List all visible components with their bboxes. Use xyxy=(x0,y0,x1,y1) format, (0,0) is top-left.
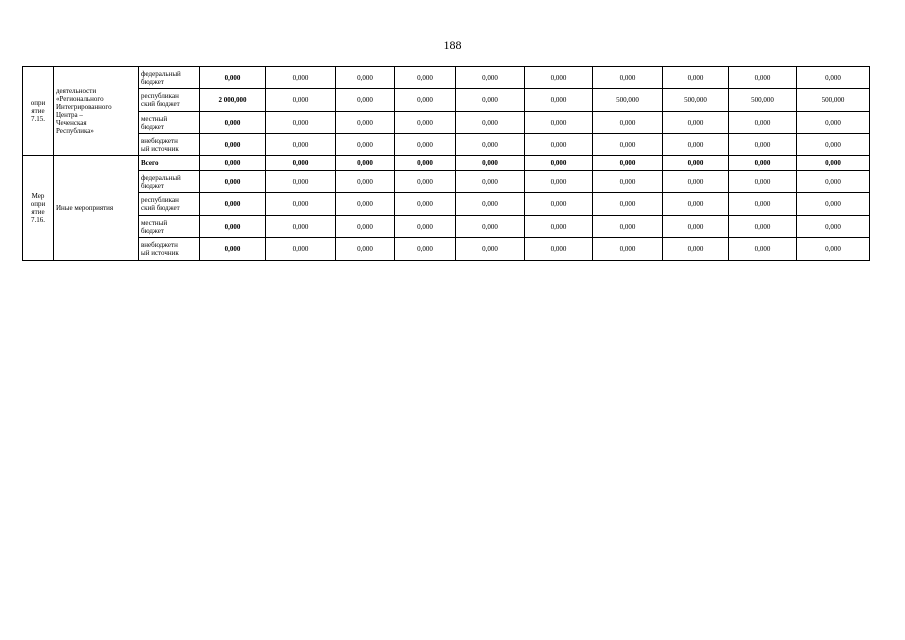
table-row xyxy=(23,216,870,238)
value-cell: 0,000 xyxy=(729,112,797,134)
value-cell: 0,000 xyxy=(336,156,395,171)
value-cell: 500,000 xyxy=(729,89,797,112)
source-cell xyxy=(139,134,200,156)
value-cell: 0,000 xyxy=(395,89,456,112)
table-row xyxy=(23,89,870,112)
value-cell: 0,000 xyxy=(729,156,797,171)
value-cell: 0,000 xyxy=(456,238,525,261)
budget-table xyxy=(22,66,870,261)
value-cell: 0,000 xyxy=(663,156,729,171)
value-cell: 0,000 xyxy=(395,238,456,261)
source-cell xyxy=(139,89,200,112)
value-cell: 0,000 xyxy=(663,134,729,156)
value-cell: 0,000 xyxy=(593,171,663,193)
value-cell: 0,000 xyxy=(456,216,525,238)
total-cell: 0,000 xyxy=(200,156,266,171)
source-cell xyxy=(139,112,200,134)
page-number: 188 xyxy=(443,38,462,52)
value-cell: 0,000 xyxy=(797,171,870,193)
source-cell xyxy=(139,156,200,171)
value-cell: 0,000 xyxy=(663,171,729,193)
value-cell: 0,000 xyxy=(525,112,593,134)
total-cell: 2 000,000 xyxy=(200,89,266,112)
source-cell xyxy=(139,193,200,216)
value-cell: 0,000 xyxy=(593,112,663,134)
value-cell: 0,000 xyxy=(593,193,663,216)
value-cell: 0,000 xyxy=(797,156,870,171)
activity-id-cell xyxy=(23,67,54,156)
value-cell: 0,000 xyxy=(456,193,525,216)
value-cell: 0,000 xyxy=(797,67,870,89)
value-cell: 0,000 xyxy=(593,134,663,156)
value-cell: 0,000 xyxy=(525,156,593,171)
value-cell: 0,000 xyxy=(729,193,797,216)
value-cell: 0,000 xyxy=(593,216,663,238)
value-cell: 500,000 xyxy=(663,89,729,112)
activity-name-cell xyxy=(54,156,139,261)
source-cell xyxy=(139,238,200,261)
value-cell: 0,000 xyxy=(593,238,663,261)
value-cell: 0,000 xyxy=(395,134,456,156)
source-cell xyxy=(139,67,200,89)
value-cell: 0,000 xyxy=(266,112,336,134)
activity-name: деятельности «Регионального Интегрированного Центра – Чеченская Республика» xyxy=(56,87,112,135)
value-cell: 0,000 xyxy=(729,171,797,193)
value-cell: 0,000 xyxy=(395,193,456,216)
value-cell: 0,000 xyxy=(336,216,395,238)
total-cell: 0,000 xyxy=(200,216,266,238)
value-cell: 0,000 xyxy=(729,238,797,261)
source-label: федеральный бюджет xyxy=(141,69,181,86)
value-cell: 0,000 xyxy=(395,112,456,134)
activity-name-cell xyxy=(54,67,139,156)
value-cell: 0,000 xyxy=(395,67,456,89)
table-row xyxy=(23,156,870,171)
source-label: местный бюджет xyxy=(141,114,168,131)
value-cell: 0,000 xyxy=(395,156,456,171)
value-cell: 0,000 xyxy=(266,193,336,216)
value-cell: 0,000 xyxy=(525,134,593,156)
value-cell: 0,000 xyxy=(336,134,395,156)
value-cell: 0,000 xyxy=(266,89,336,112)
value-cell: 0,000 xyxy=(797,216,870,238)
value-cell: 0,000 xyxy=(336,193,395,216)
value-cell: 0,000 xyxy=(456,112,525,134)
activity-id-cell xyxy=(23,156,54,261)
value-cell: 0,000 xyxy=(336,89,395,112)
value-cell: 500,000 xyxy=(797,89,870,112)
value-cell: 0,000 xyxy=(663,216,729,238)
value-cell: 0,000 xyxy=(456,171,525,193)
value-cell: 0,000 xyxy=(336,112,395,134)
value-cell: 0,000 xyxy=(266,216,336,238)
value-cell: 0,000 xyxy=(456,156,525,171)
source-label: республикан ский бюджет xyxy=(141,92,180,108)
total-cell: 0,000 xyxy=(200,238,266,261)
value-cell: 0,000 xyxy=(336,67,395,89)
value-cell: 0,000 xyxy=(525,67,593,89)
source-cell xyxy=(139,216,200,238)
source-cell xyxy=(139,171,200,193)
total-cell: 0,000 xyxy=(200,171,266,193)
value-cell: 0,000 xyxy=(456,89,525,112)
total-cell: 0,000 xyxy=(200,112,266,134)
value-cell: 0,000 xyxy=(525,238,593,261)
value-cell: 500,000 xyxy=(593,89,663,112)
value-cell: 0,000 xyxy=(456,67,525,89)
table-row xyxy=(23,171,870,193)
value-cell: 0,000 xyxy=(525,89,593,112)
value-cell: 0,000 xyxy=(395,216,456,238)
value-cell: 0,000 xyxy=(266,171,336,193)
value-cell: 0,000 xyxy=(266,134,336,156)
value-cell: 0,000 xyxy=(525,171,593,193)
value-cell: 0,000 xyxy=(266,238,336,261)
total-cell: 0,000 xyxy=(200,193,266,216)
value-cell: 0,000 xyxy=(336,238,395,261)
activity-name: Иные мероприятия xyxy=(56,204,114,212)
source-label: местный бюджет xyxy=(141,218,168,235)
value-cell: 0,000 xyxy=(797,134,870,156)
value-cell: 0,000 xyxy=(593,156,663,171)
value-cell: 0,000 xyxy=(663,67,729,89)
source-label: Всего xyxy=(141,159,159,167)
value-cell: 0,000 xyxy=(663,193,729,216)
table-row xyxy=(23,134,870,156)
value-cell: 0,000 xyxy=(797,238,870,261)
value-cell: 0,000 xyxy=(729,216,797,238)
value-cell: 0,000 xyxy=(729,67,797,89)
value-cell: 0,000 xyxy=(729,134,797,156)
source-label: внебюджетн ый источник xyxy=(141,241,179,257)
table-row xyxy=(23,112,870,134)
table-row xyxy=(23,238,870,261)
table-row xyxy=(23,67,870,89)
source-label: федеральный бюджет xyxy=(141,173,181,190)
value-cell: 0,000 xyxy=(266,67,336,89)
source-label: внебюджетн ый источник xyxy=(141,136,179,153)
value-cell: 0,000 xyxy=(525,193,593,216)
value-cell: 0,000 xyxy=(663,112,729,134)
value-cell: 0,000 xyxy=(797,112,870,134)
table-row xyxy=(23,193,870,216)
total-cell: 0,000 xyxy=(200,134,266,156)
value-cell: 0,000 xyxy=(593,67,663,89)
source-label: республикан ский бюджет xyxy=(141,196,180,212)
value-cell: 0,000 xyxy=(525,216,593,238)
value-cell: 0,000 xyxy=(395,171,456,193)
value-cell: 0,000 xyxy=(663,238,729,261)
total-cell: 0,000 xyxy=(200,67,266,89)
value-cell: 0,000 xyxy=(797,193,870,216)
value-cell: 0,000 xyxy=(456,134,525,156)
value-cell: 0,000 xyxy=(336,171,395,193)
value-cell: 0,000 xyxy=(266,156,336,171)
activity-id: Мер опри ятие 7.16. xyxy=(30,192,46,224)
activity-id: опри ятие 7.15. xyxy=(30,99,46,123)
